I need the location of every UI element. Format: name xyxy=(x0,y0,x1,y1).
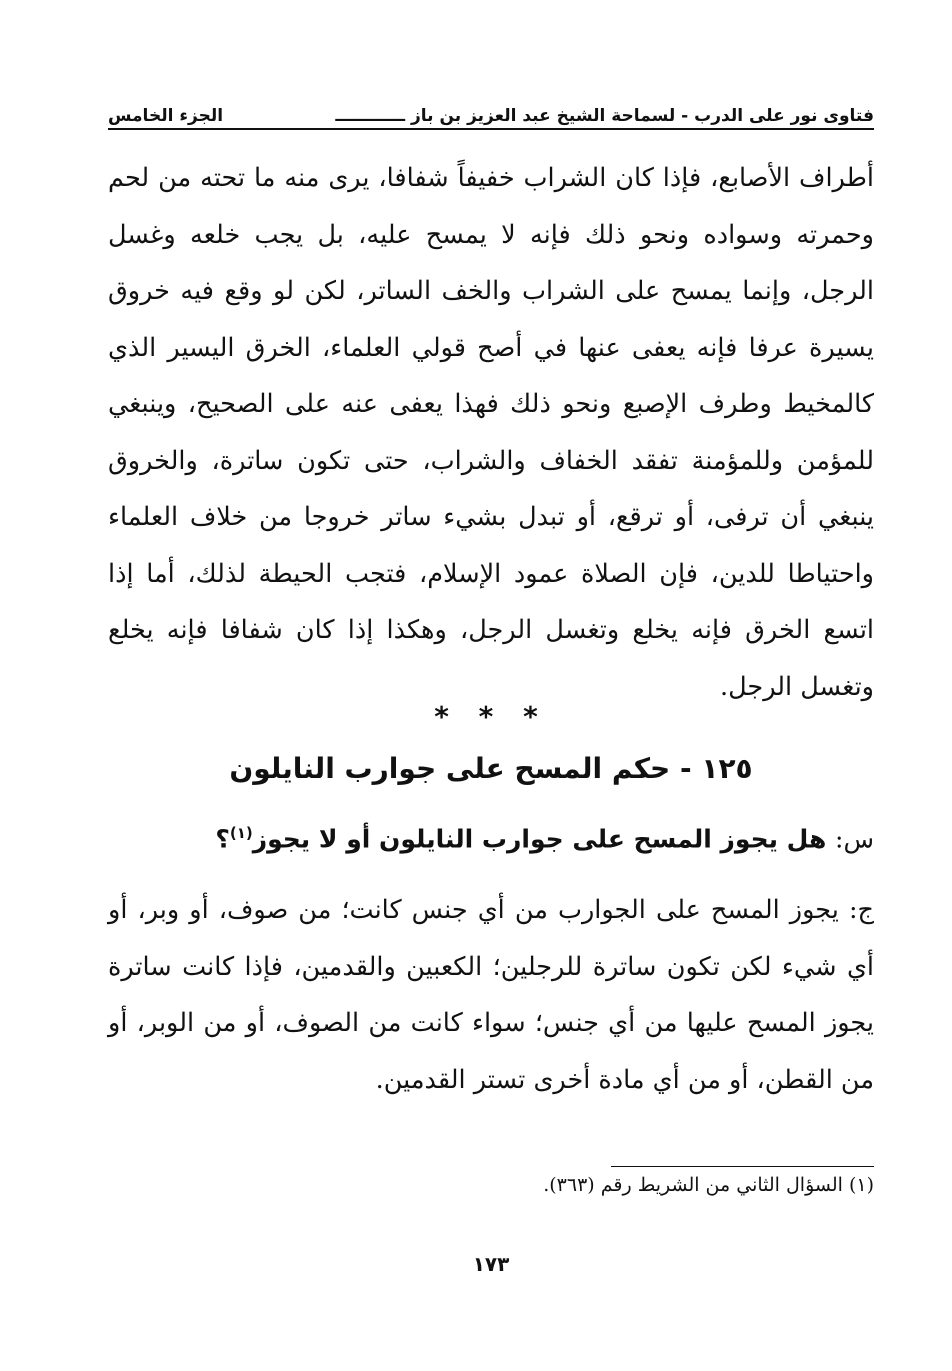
continued-paragraph xyxy=(108,150,874,715)
footnote-reference: (١) xyxy=(229,824,253,842)
question xyxy=(108,824,874,853)
running-header xyxy=(108,94,874,130)
page-number: ١٧٣ xyxy=(472,1252,510,1276)
footnote: (١) السؤال الثاني من الشريط رقم (٣٦٣). xyxy=(543,1174,874,1196)
fatwa-heading: ١٢٥ - حكم المسح على جوارب النايلون xyxy=(229,752,753,785)
question-mark: ؟ xyxy=(215,824,230,854)
answer xyxy=(108,882,874,1108)
section-separator: * * * xyxy=(434,700,548,733)
answer-marker: ج: xyxy=(848,895,874,925)
question-text: هل يجوز المسح على جوارب النايلون أو لا يجوز xyxy=(252,824,827,854)
book-page xyxy=(108,0,874,1371)
header-volume: الجزء الخامس xyxy=(108,106,224,126)
answer-text: يجوز المسح على الجوارب من أي جنس كانت؛ من صوف، أو وبر، أو أي شيء لكن تكون ساترة للرجلين؛ الكعبين والقدمين، فإذا كانت ساترة يجوز المسح عليها من أي جنس؛ سواء كانت من الصوف، أو من الوبر، أو من القطن، أو من أي مادة أخرى تستر القدمين. xyxy=(108,895,874,1095)
paragraph-text: أطراف الأصابع، فإذا كان الشراب خفيفاً شفافا، يرى منه ما تحته من لحم وحمرته وسواده ونحو ذلك فإنه لا يمسح عليه، بل يجب خلعه وغسل الرجل، وإنما يمسح على الشراب والخف الساتر، لكن لو وقع فيه خروق يسيرة عرفا فإنه يعفى عنها في أصح قولي العلماء، الخرق اليسير الذي كالمخيط وطرف الإصبع ونحو ذلك فهذا يعفى عنه على الصحيح، وينبغي للمؤمن وللمؤمنة تفقد الخفاف والشراب، حتى تكون ساترة، والخروق ينبغي أن ترفى، أو ترقع، أو تبدل بشيء ساتر خروجا من خلاف العلماء واحتياطا للدين، فإن الصلاة عمود الإسلام، فتجب الحيطة لذلك، أما إذا اتسع الخرق فإنه يخلع وتغسل الرجل، وهكذا إذا كان شفافا فإنه يخلع وتغسل الرجل. xyxy=(108,163,874,702)
header-book-title: فتاوى نور على الدرب - لسماحة الشيخ عبد العزيز بن باز ــــــــــــ xyxy=(335,106,874,126)
question-marker: س: xyxy=(835,824,874,854)
footnote-divider xyxy=(611,1166,874,1167)
